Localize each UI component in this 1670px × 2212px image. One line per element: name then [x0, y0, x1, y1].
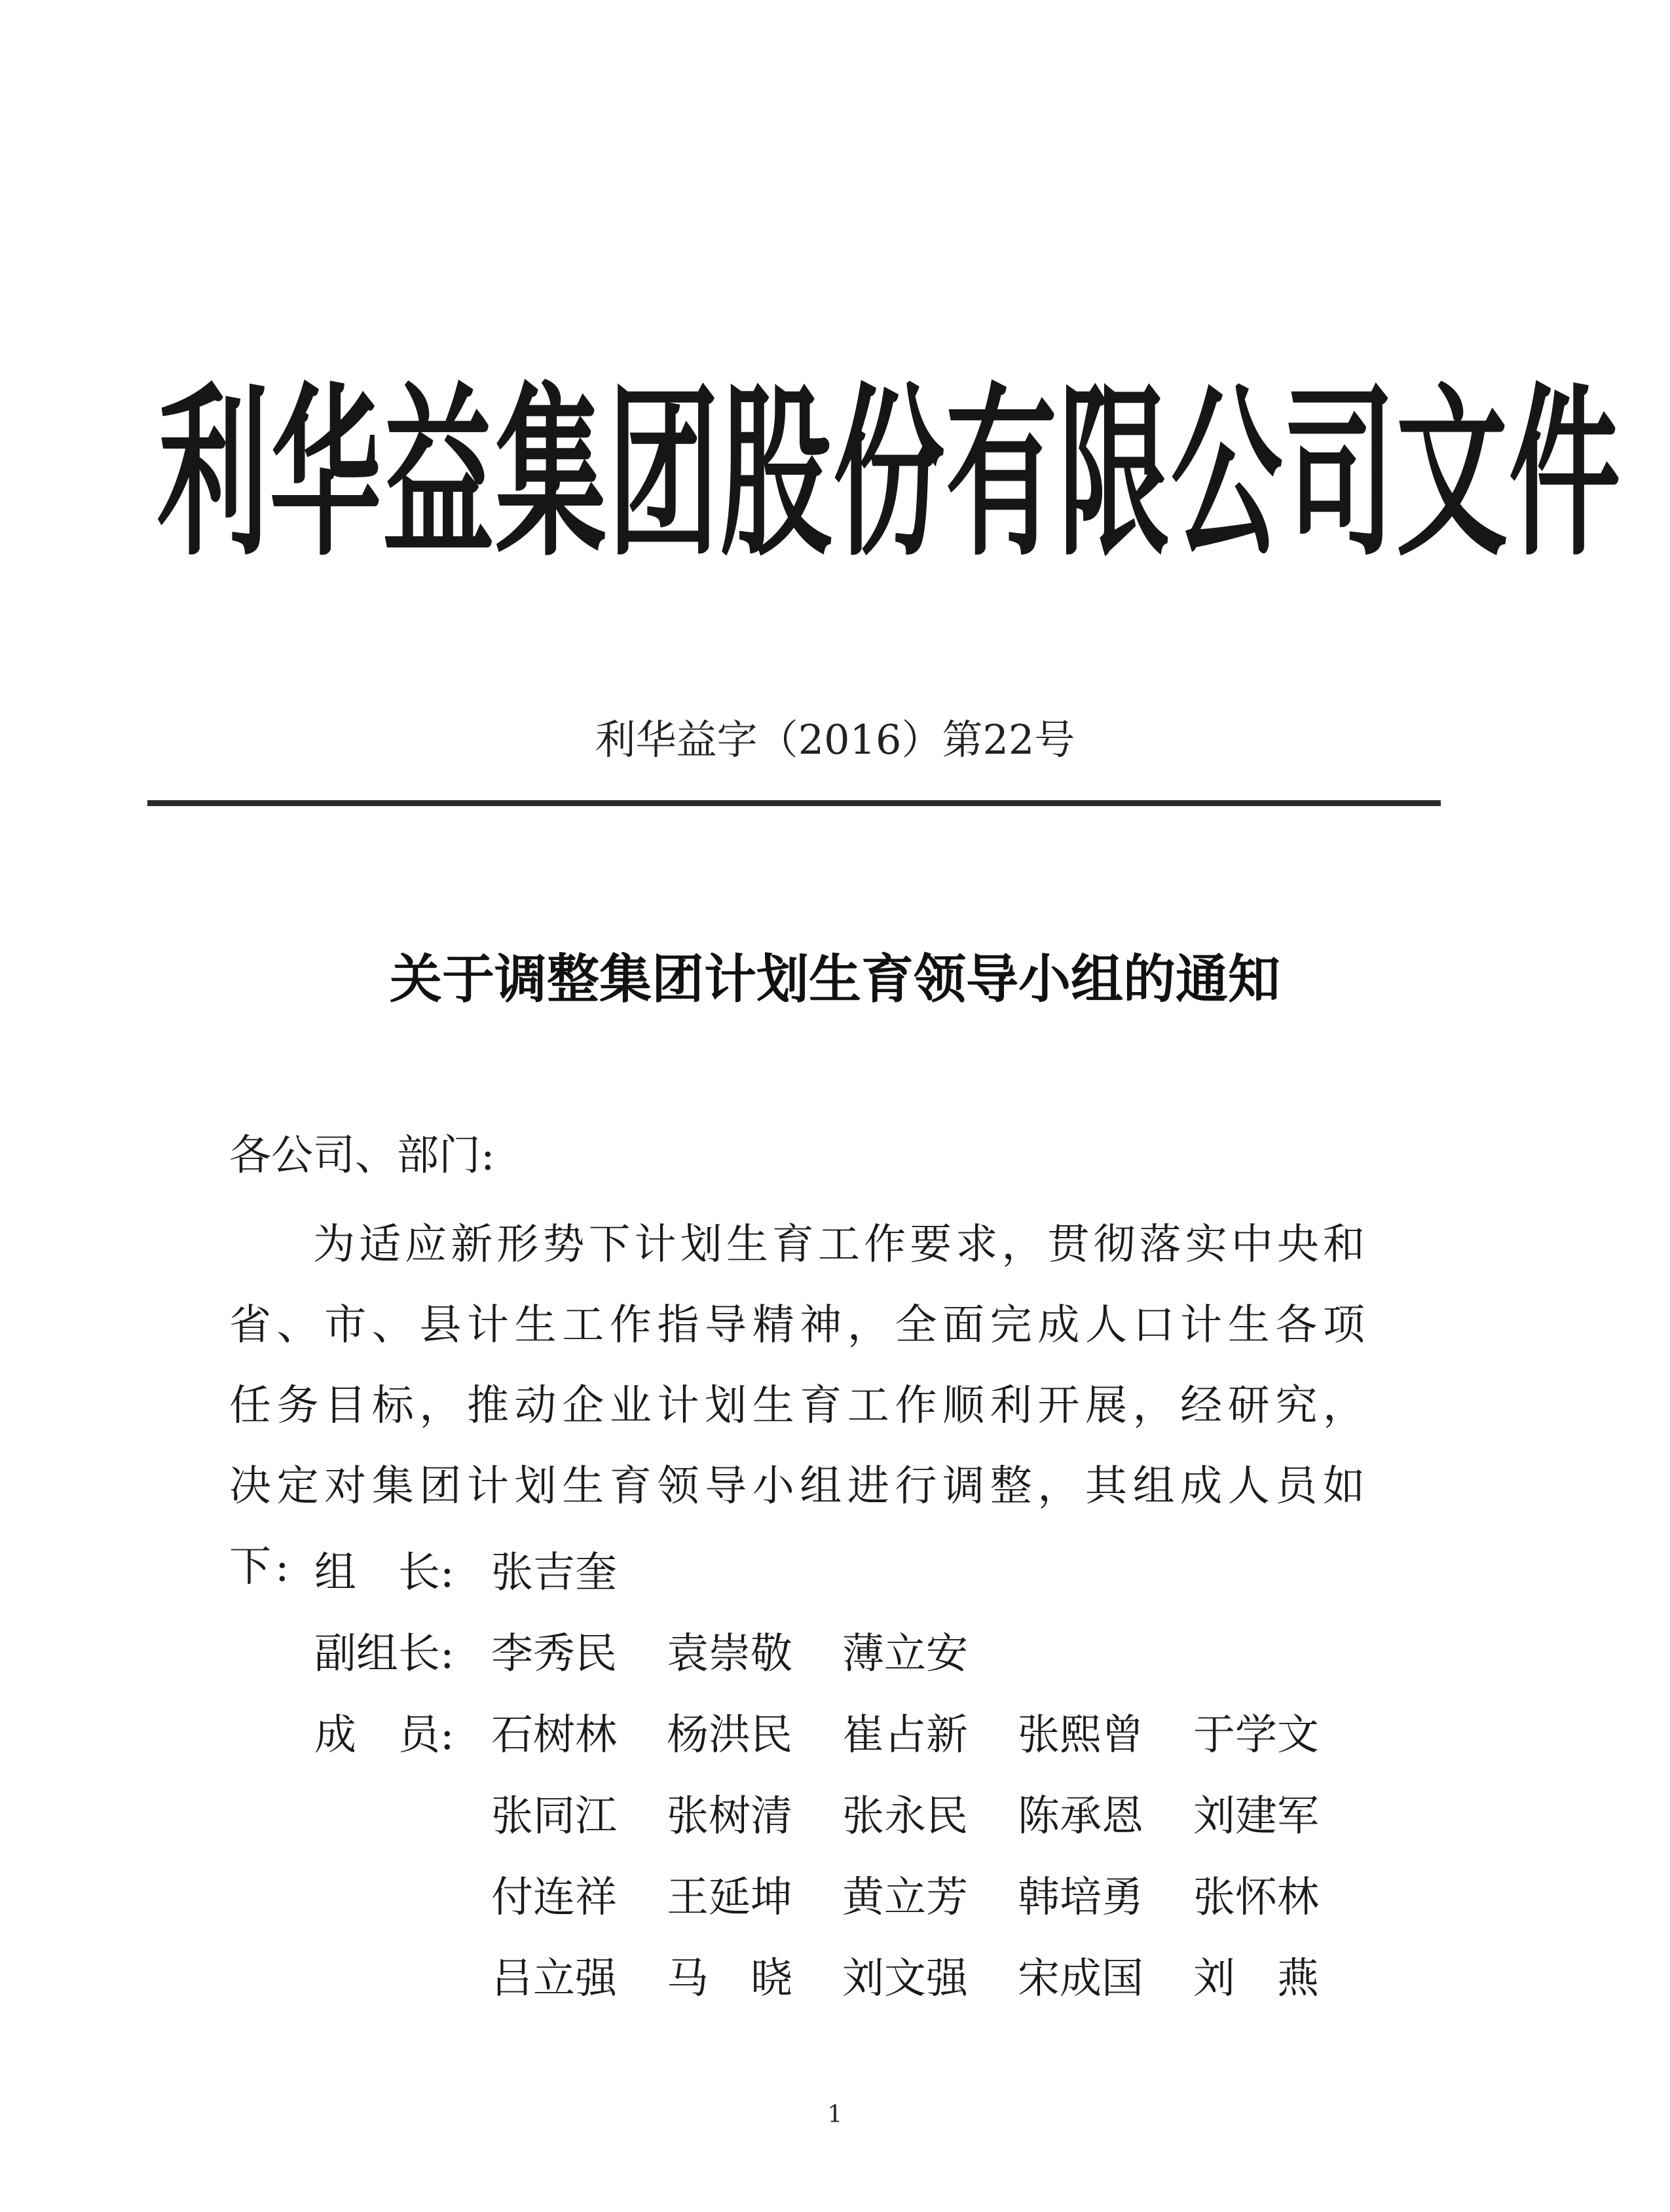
roster-member-name: 宋成国 — [1018, 1955, 1143, 2003]
member-roster — [314, 1532, 1369, 2019]
salutation: 各公司、部门: — [229, 1132, 495, 1180]
roster-row — [314, 1857, 1369, 1938]
roster-member-name: 吕立强 — [491, 1955, 617, 2003]
roster-member-name: 陈承恩 — [1018, 1792, 1143, 1841]
roster-member-name: 张怀林 — [1193, 1873, 1319, 1922]
roster-member-name: 刘文强 — [842, 1955, 968, 2003]
roster-member-name: 张同江 — [491, 1792, 617, 1841]
roster-role: 组 长: — [314, 1549, 455, 1597]
roster-role — [314, 1938, 491, 2019]
roster-row — [314, 1532, 1369, 1613]
roster-role — [314, 1857, 491, 1938]
roster-role: 成 员: — [314, 1711, 455, 1760]
roster-member-name: 李秀民 — [491, 1630, 617, 1678]
roster-row — [314, 1613, 1369, 1695]
roster-member-name: 张树清 — [667, 1792, 792, 1841]
roster-member-name: 付连祥 — [491, 1873, 617, 1922]
roster-member-name: 张吉奎 — [491, 1549, 617, 1597]
roster-member-name: 于学文 — [1193, 1711, 1319, 1760]
roster-member-name: 石树林 — [491, 1711, 617, 1760]
roster-role — [314, 1776, 491, 1857]
roster-row — [314, 1695, 1369, 1776]
roster-row — [314, 1776, 1369, 1857]
roster-member-name: 马 晓 — [667, 1955, 792, 2003]
roster-member-name: 薄立安 — [842, 1630, 968, 1678]
roster-member-name: 袁崇敬 — [667, 1630, 792, 1678]
masthead-title: 利华益集团股份有限公司文件 — [157, 367, 1622, 582]
roster-member-name: 崔占新 — [842, 1711, 968, 1760]
roster-member-name: 韩培勇 — [1018, 1873, 1143, 1922]
notice-title: 关于调整集团计划生育领导小组的通知 — [390, 948, 1280, 1010]
roster-member-name: 杨洪民 — [667, 1711, 792, 1760]
roster-member-name: 黄立芳 — [842, 1873, 968, 1922]
roster-member-name: 张熙曾 — [1018, 1711, 1143, 1760]
roster-member-name: 刘 燕 — [1193, 1955, 1319, 2003]
header-rule — [147, 800, 1441, 806]
roster-member-name: 刘建军 — [1193, 1792, 1319, 1841]
document-number: 利华益字（2016）第22号 — [595, 716, 1075, 764]
roster-member-name: 张永民 — [842, 1792, 968, 1841]
roster-member-name: 王延坤 — [667, 1873, 792, 1922]
body-paragraph: 为适应新形势下计划生育工作要求，贯彻落实中央和省、市、县计生工作指导精神，全面完成人口计生各项任务目标，推动企业计划生育工作顺利开展，经研究，决定对集团计划生育领导小组进行调整，其组成人员如下: — [229, 1221, 1369, 1591]
page-number: 1 — [827, 2101, 843, 2128]
roster-role: 副组长: — [314, 1630, 455, 1678]
roster-row — [314, 1938, 1369, 2019]
